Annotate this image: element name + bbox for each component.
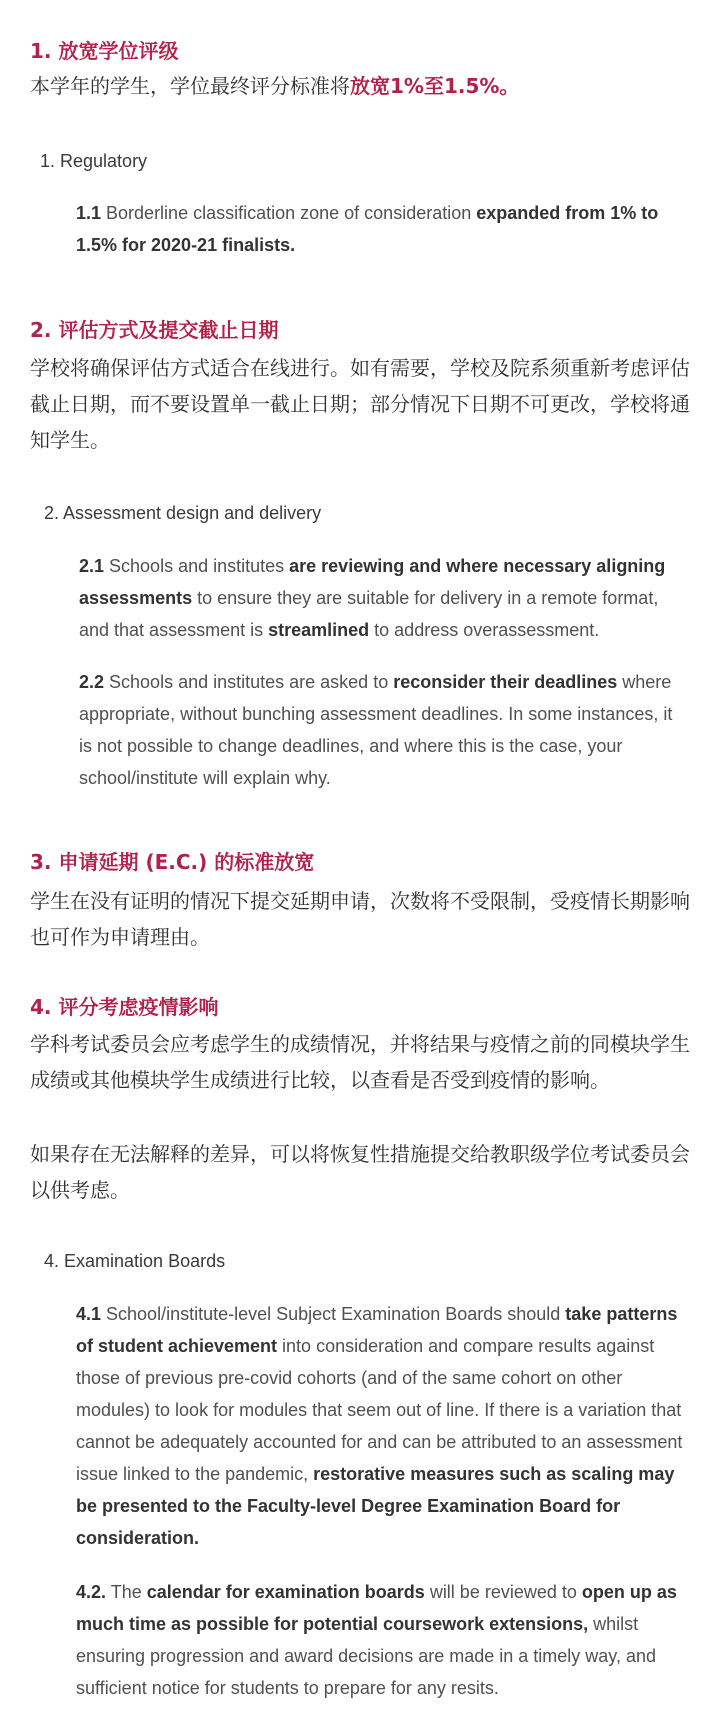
section-3-body: 学生在没有证明的情况下提交延期申请，次数将不受限制，受疫情长期影响也可作为申请理由。 [30, 889, 690, 949]
section-1-body: 本学年的学生，学位最终评分标准将放宽1%至1.5%。 [30, 74, 520, 98]
section-4-body-2: 如果存在无法解释的差异，可以将恢复性措施提交给教职级学位考试委员会以供考虑。 [30, 1142, 690, 1202]
en-paragraph-1-1: 1.1 Borderline classification zone of consideration expanded from 1% to 1.5% for 2020-21 finalists. [76, 203, 659, 255]
section-2-heading: 2. 评估方式及提交截止日期 [30, 318, 279, 342]
section-1-heading: 1. 放宽学位评级 [30, 39, 179, 63]
en-paragraph-2-2: 2.2 Schools and institutes are asked to reconsider their deadlines where appropriate, without bunching assessment deadlines. In some instances, it is not possible to change deadlines, and where this is the case, your school/institute will explain why. [79, 672, 673, 788]
section-3-heading: 3. 申请延期 (E.C.) 的标准放宽 [30, 850, 315, 874]
en-paragraph-4-2: 4.2. The calendar for examination boards will be reviewed to open up as much time as possible for potential coursework extensions, whilst ensuring progression and award decisions are made in a timely way, and sufficient notice for students to prepare for any resits. [76, 1582, 677, 1698]
en-section-2-title: 2. Assessment design and delivery [44, 503, 322, 523]
section-4-body-1: 学科考试委员会应考虑学生的成绩情况，并将结果与疫情之前的同模块学生成绩或其他模块学生成绩进行比较，以查看是否受到疫情的影响。 [30, 1032, 690, 1092]
section-4-heading: 4. 评分考虑疫情影响 [30, 995, 219, 1019]
en-paragraph-2-1: 2.1 Schools and institutes are reviewing and where necessary aligning assessments to ensure they are suitable for delivery in a remote format, and that assessment is streamlined to address overassessment. [79, 556, 666, 640]
highlight-text: 放宽1%至1.5%。 [350, 74, 520, 98]
en-paragraph-4-1: 4.1 School/institute-level Subject Examination Boards should take patterns of student achievement into consideration and compare results against those of previous pre-covid cohorts (and of the same cohort on other modules) to look for modules that seem out of line. If there is a variation that cannot be adequately accounted for and can be attributed to an assessment issue linked to the pandemic, restorative measures such as scaling may be presented to the Faculty-level Degree Examination Board for consideration. [76, 1304, 683, 1548]
en-section-1-title: 1. Regulatory [40, 151, 148, 171]
en-section-4-title: 4. Examination Boards [44, 1251, 226, 1271]
section-2-body: 学校将确保评估方式适合在线进行。如有需要，学校及院系须重新考虑评估截止日期，而不要设置单一截止日期；部分情况下日期不可更改，学校将通知学生。 [30, 356, 690, 452]
